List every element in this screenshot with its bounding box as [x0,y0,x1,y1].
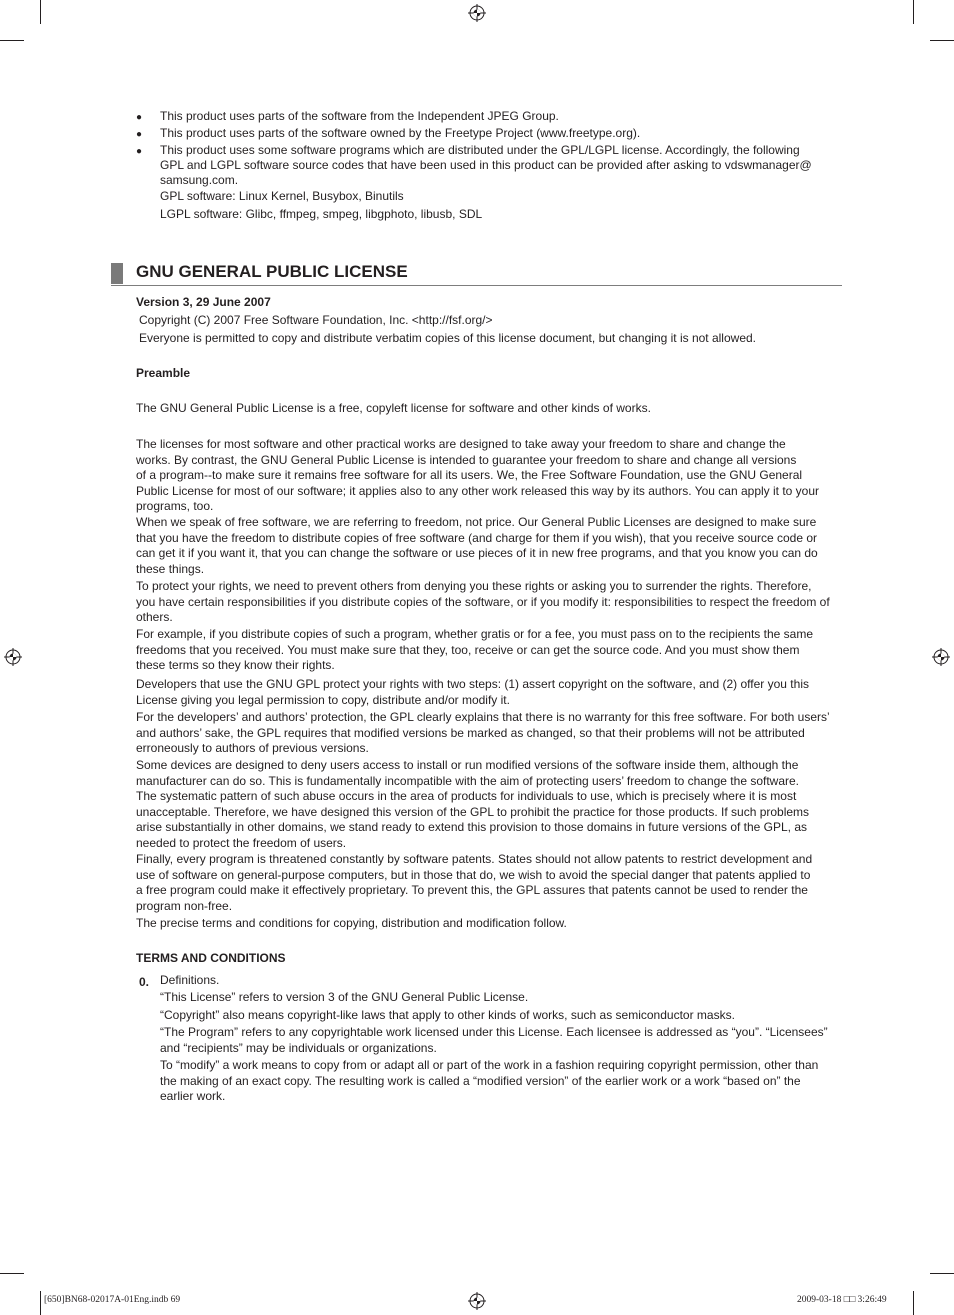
heading-bar [111,263,123,284]
definition-item [160,990,844,1006]
paragraph-line: these things. [136,561,205,576]
paragraph-line: To protect your rights, we need to prevent others from denying you these rights or asking you to surrender the rights. Therefore, [136,579,812,593]
paragraph-line: Some devices are designed to deny users access to install or run modified versions of the software inside them, although the [136,758,799,772]
definition-line: the making of an exact copy. The resulting work is called a “modified version” of the earlier work or a work “based on” the [160,1073,801,1088]
paragraph-line: you have certain responsibilities if you distribute copies of the software, or if you modify it: responsibilities to respect the freedom of [136,594,830,609]
crop-mark-top-left-v [40,0,41,24]
paragraph-line: needed to protect the freedom of users. [136,835,347,850]
paragraph-line: The systematic pattern of such abuse occurs in the area of products for individuals to use, which is precisely where it is most [136,789,797,804]
paragraph-line: of a program--to make sure it remains free software for all its users. We, the Free Software Foundation, use the GNU General [136,468,803,483]
preamble-heading: Preamble [136,366,191,380]
version-line: Version 3, 29 June 2007 [136,295,271,309]
definition-line: earlier work. [160,1089,226,1104]
preamble-paragraph [136,627,844,674]
paragraph-line: manufacturer can do so. This is fundamentally incompatible with the aim of protecting users’ freedom to change the software. [136,773,800,788]
preamble-intro: The GNU General Public License is a free, copyleft license for software and other kinds of works. [136,401,651,415]
paragraph-line: programs, too. [136,499,214,514]
preamble-paragraph [136,852,844,914]
paragraph-line: Developers that use the GNU GPL protect your rights with two steps: (1) assert copyright on the software, and (2) offer you this [136,677,809,691]
preamble-paragraph [136,437,844,515]
preamble-paragraph [136,710,844,757]
registration-mark-icon [468,1292,486,1310]
section-title: GNU GENERAL PUBLIC LICENSE [136,262,408,281]
preamble-paragraph [136,916,844,932]
bullet-dot-icon: ● [136,112,143,123]
paragraph-line: others. [136,610,173,625]
paragraph-line: The precise terms and conditions for copying, distribution and modification follow. [136,916,567,930]
preamble-paragraph [136,677,844,708]
crop-mark-top-right-h [930,40,954,41]
paragraph-line: can get it if you want it, that you can change the software or use pieces of it in new free programs, and that you know you can do [136,546,818,561]
section-heading [111,261,842,286]
definition-line: To “modify” a work means to copy from or adapt all or part of the work in a fashion requiring copyright permission, other than [160,1058,819,1072]
crop-mark-top-right-v [913,0,914,24]
copyright-line: Copyright (C) 2007 Free Software Foundation, Inc. <http://fsf.org/> [139,313,493,327]
paragraph-line: unacceptable. Therefore, we have designed this version of the GPL to prohibit the practice for those products. If such problems [136,804,810,819]
bullet-item-jpeg: This product uses parts of the software from the Independent JPEG Group. [160,109,559,123]
registration-mark-icon [932,648,950,666]
bullet-dot-icon: ● [136,146,143,157]
paragraph-line: When we speak of free software, we are referring to freedom, not price. Our General Public Licenses are designed to make sure [136,515,817,529]
crop-mark-bottom-left-v [40,1291,41,1315]
paragraph-line: For example, if you distribute copies of such a program, whether gratis or for a fee, you must pass on to the recipients the same [136,627,813,641]
crop-mark-bottom-left-h [0,1273,24,1274]
paragraph-line: and authors’ sake, the GPL requires that modified versions be marked as changed, so that their problems will not be attributed [136,725,805,740]
registration-mark-icon [4,648,22,666]
crop-mark-bottom-right-h [930,1273,954,1274]
paragraph-line: a free program could make it effectively proprietary. To prevent this, the GPL assures that patents cannot be used to render the [136,883,808,898]
definition-line: “This License” refers to version 3 of the GNU General Public License. [160,990,529,1004]
footer-file-info: [650]BN68-02017A-01Eng.indb 69 [44,1295,181,1305]
paragraph-line: use of software on general-purpose computers, but in those that do, we wish to avoid the special danger that patents applied to [136,867,811,882]
definition-line: and “recipients” may be individuals or organizations. [160,1040,437,1055]
definition-item [160,1025,844,1056]
paragraph-line: that you have the freedom to distribute copies of free software (and charge for them if you wish), that you receive source code or [136,530,818,545]
paragraph-line: Finally, every program is threatened constantly by software patents. States should not allow patents to restrict development and [136,852,813,866]
preamble-paragraph [136,758,844,852]
footer-timestamp: 2009-03-18 □□ 3:26:49 [797,1295,887,1305]
definition-line: “The Program” refers to any copyrightable work licensed under this License. Each licensee is addressed as “you”. “Licensees” [160,1025,828,1039]
permission-line: Everyone is permitted to copy and distribute verbatim copies of this license document, but changing it is not allowed. [139,331,756,345]
paragraph-line: program non-free. [136,898,233,913]
paragraph-line: License giving you legal permission to copy, distribute and/or modify it. [136,692,510,707]
preamble-paragraph [136,515,844,577]
term-number: 0. [139,975,150,989]
paragraph-line: erroneously to authors of previous versions. [136,741,369,756]
paragraph-line: these terms so they know their rights. [136,658,335,673]
bullet-item-freetype: This product uses parts of the software owned by the Freetype Project (www.freetype.org). [160,126,641,140]
terms-heading: TERMS AND CONDITIONS [136,951,286,965]
paragraph-line: freedoms that you received. You must make sure that they, too, receive or can get the source code. And you must show them [136,642,800,657]
paragraph-line: For the developers’ and authors’ protection, the GPL clearly explains that there is no warranty for this free software. For both users’ [136,710,830,724]
paragraph-line: works. By contrast, the GNU General Public License is intended to guarantee your freedom to share and change all versions [136,452,797,467]
definition-line: “Copyright” also means copyright-like laws that apply to other kinds of works, such as semiconductor masks. [160,1008,735,1022]
paragraph-line: arise substantially in other domains, we stand ready to extend this provision to those domains in future versions of the GPL, as [136,820,808,835]
definition-item [160,1058,844,1105]
paragraph-line: Public License for most of our software; it applies also to any other work released this way by its authors. You can apply it to your [136,483,820,498]
registration-mark-icon [468,4,486,22]
paragraph-line: The licenses for most software and other practical works are designed to take away your freedom to share and change the [136,437,786,451]
crop-mark-bottom-right-v [913,1291,914,1315]
bullet-item-gpl-line-1: This product uses some software programs which are distributed under the GPL/LGPL license. Accordingly, the following [160,143,800,157]
bullet-item-gpl-line-3: samsung.com. [160,173,239,187]
lgpl-software-list: LGPL software: Glibc, ffmpeg, smpeg, libgphoto, libusb, SDL [160,207,483,221]
preamble-paragraph [136,579,844,626]
definition-item [160,1008,844,1024]
definition-line: Definitions. [160,973,220,987]
gpl-software-list: GPL software: Linux Kernel, Busybox, Binutils [160,189,404,203]
definition-item [160,973,844,989]
bullet-item-gpl-line-2: GPL and LGPL software source codes that have been used in this product can be provided after asking to vdswmanager@ [160,158,812,172]
bullet-dot-icon: ● [136,129,143,140]
crop-mark-top-left-h [0,40,24,41]
